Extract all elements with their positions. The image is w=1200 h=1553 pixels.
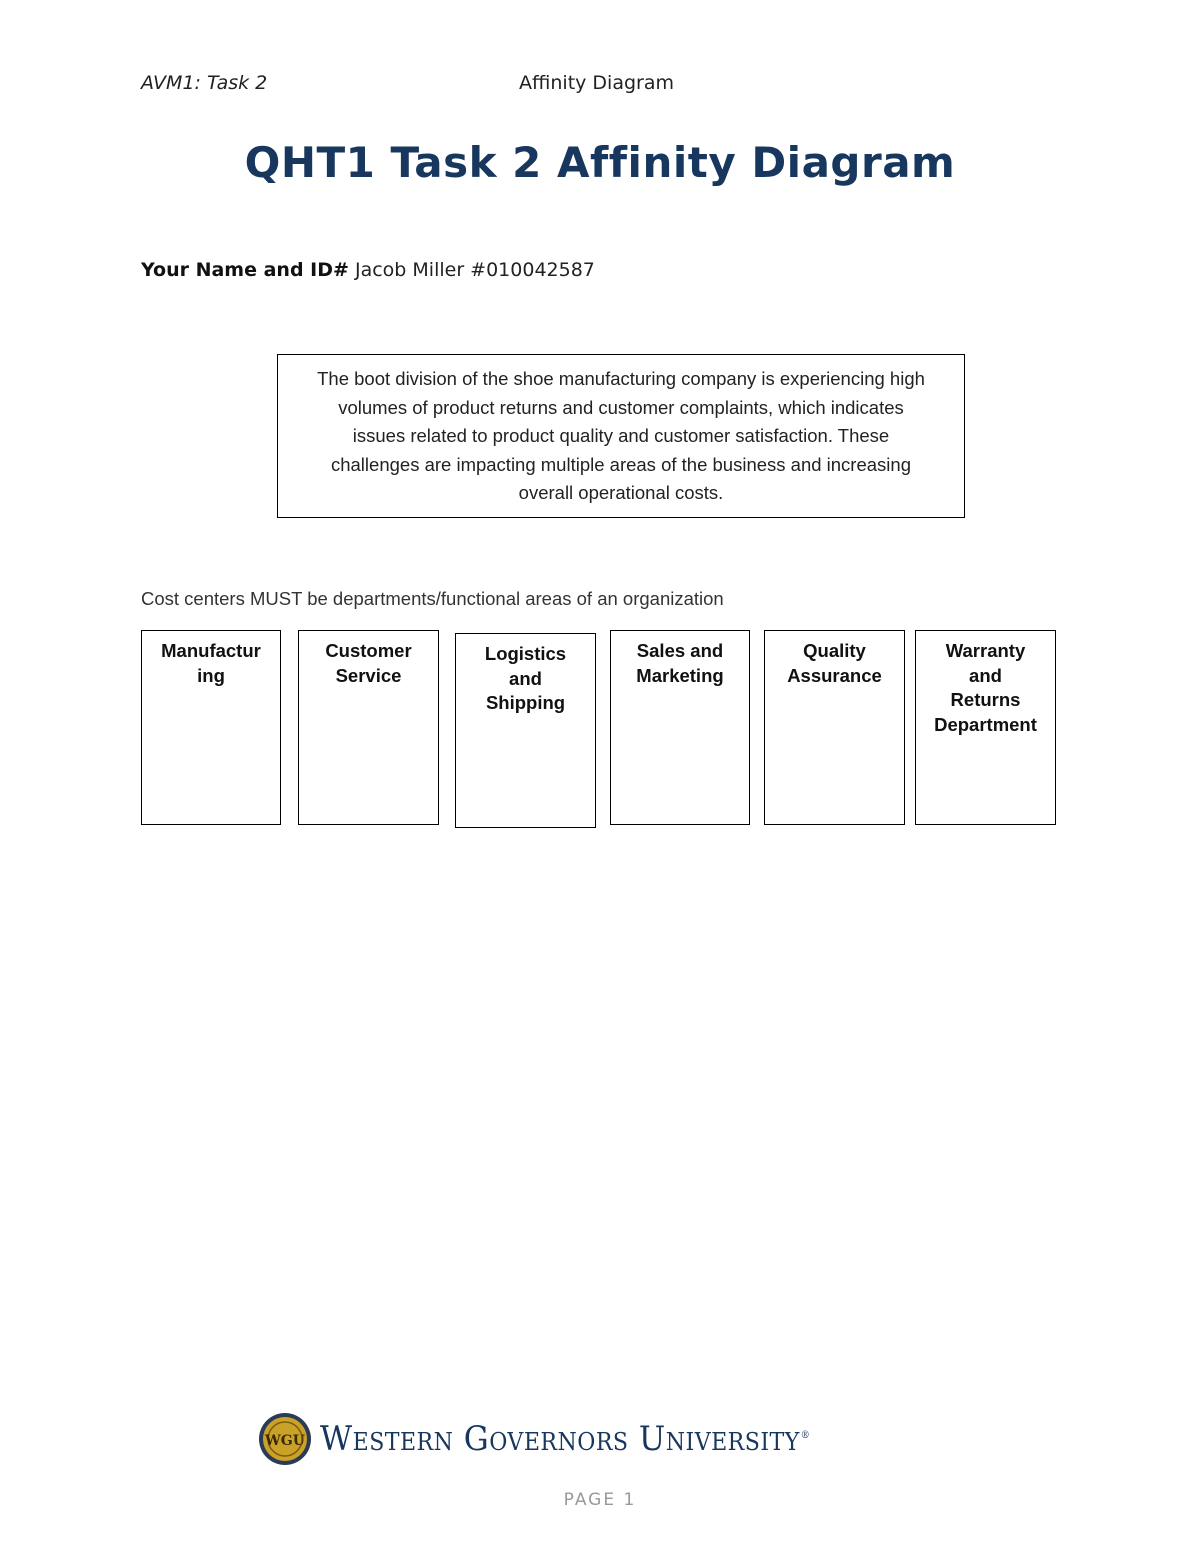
university-logo xyxy=(258,1412,853,1466)
cost-center-line: Marketing xyxy=(636,664,724,686)
cost-center-line: Department xyxy=(934,713,1037,735)
problem-line: volumes of product returns and customer complaints, which indicates xyxy=(338,396,904,418)
university-name: Western Governors University® xyxy=(320,1419,811,1459)
problem-line: The boot division of the shoe manufacturing company is experiencing high xyxy=(317,368,925,389)
cost-center-line: Logistics xyxy=(484,643,567,664)
header-center: Affinity Diagram xyxy=(519,72,674,94)
name-line xyxy=(141,259,595,281)
name-label: Your Name and ID# xyxy=(141,259,349,281)
cost-center-box xyxy=(764,630,905,825)
cost-center-box xyxy=(455,633,596,828)
problem-line: issues related to product quality and customer satisfaction. These xyxy=(352,425,890,447)
cost-center-line: Quality xyxy=(803,640,866,661)
cost-center-line: ing xyxy=(197,664,225,686)
cost-center-box xyxy=(915,630,1056,825)
cost-center-line: Returns xyxy=(950,689,1021,710)
header-left: AVM1: Task 2 xyxy=(141,72,268,94)
cost-center-line: Warranty xyxy=(945,640,1026,661)
cost-center-line: Service xyxy=(335,664,402,686)
cost-centers-note: Cost centers MUST be departments/functional areas of an organization xyxy=(141,588,724,609)
seal-letters: WGU xyxy=(265,1433,305,1449)
cost-center-box xyxy=(141,630,281,825)
page-number: PAGE 1 xyxy=(563,1490,637,1510)
page-title: QHT1 Task 2 Affinity Diagram xyxy=(244,138,956,187)
cost-center-line: Sales and xyxy=(636,640,724,661)
name-value: Jacob Miller #010042587 xyxy=(348,259,595,281)
problem-line: overall operational costs. xyxy=(518,482,724,504)
cost-center-line: and xyxy=(509,667,542,689)
cost-center-box xyxy=(298,630,439,825)
problem-statement-box xyxy=(277,354,965,518)
cost-center-box xyxy=(610,630,750,825)
cost-center-line: Shipping xyxy=(485,692,566,713)
cost-center-line: and xyxy=(969,664,1002,686)
cost-center-line: Manufactur xyxy=(161,640,261,661)
cost-center-line: Assurance xyxy=(787,664,882,686)
cost-center-line: Customer xyxy=(325,640,412,661)
university-seal-icon xyxy=(258,1412,312,1466)
problem-line: challenges are impacting multiple areas of the business and increasing xyxy=(330,453,911,475)
